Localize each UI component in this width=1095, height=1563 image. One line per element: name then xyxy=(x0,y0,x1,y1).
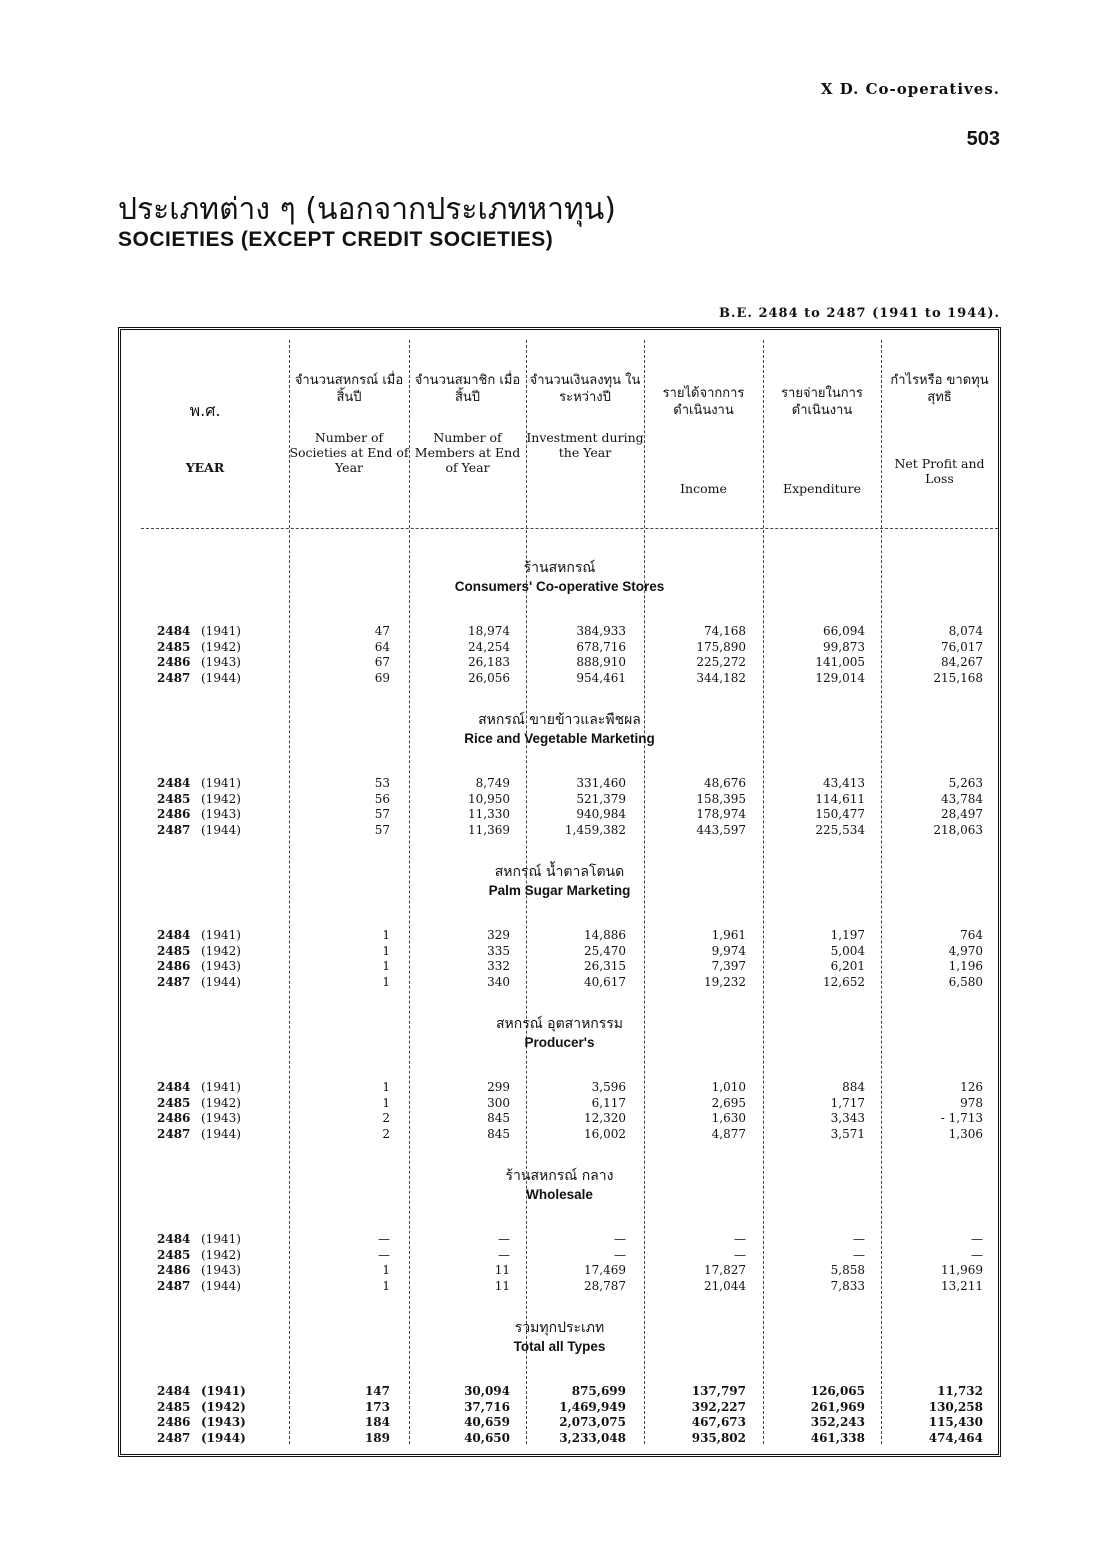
cell-year-ad: (1941) xyxy=(201,624,241,638)
column-header-english: Expenditure xyxy=(782,481,862,496)
cell-income: 4,877 xyxy=(711,1126,746,1141)
cell-members: 845 xyxy=(487,1126,510,1141)
cell-net: 76,017 xyxy=(941,639,983,654)
cell-net: 764 xyxy=(960,928,983,942)
table-row xyxy=(121,928,998,943)
section-title-thai: รวมทุกประเภท xyxy=(514,1320,605,1336)
cell-expenditure: 884 xyxy=(842,1080,865,1094)
cell-income: 467,673 xyxy=(691,1415,746,1429)
cell-investment: 17,469 xyxy=(584,1263,626,1277)
cell-year-ad: (1944) xyxy=(201,670,241,685)
cell-investment: 12,320 xyxy=(584,1111,626,1125)
cell-year-be: 2486 xyxy=(157,1415,191,1429)
cell-members: 24,254 xyxy=(468,639,510,654)
cell-investment: 954,461 xyxy=(576,670,626,685)
period-label: B.E. 2484 to 2487 (1941 to 1944). xyxy=(718,306,1000,321)
cell-expenditure: 3,571 xyxy=(830,1126,865,1141)
cell-expenditure: 6,201 xyxy=(830,959,865,973)
cell-year-ad: (1943) xyxy=(201,807,241,821)
column-header-expenditure xyxy=(763,385,881,496)
cell-societies: 1 xyxy=(382,928,390,942)
cell-expenditure: 461,338 xyxy=(810,1430,865,1445)
cell-year-ad: (1942) xyxy=(201,1095,241,1110)
cell-members: 299 xyxy=(487,1080,510,1094)
cell-investment: 875,699 xyxy=(571,1384,626,1398)
table-row xyxy=(121,624,998,639)
cell-societies: 57 xyxy=(374,822,390,837)
cell-members: 37,716 xyxy=(464,1399,510,1414)
cell-income: 935,802 xyxy=(691,1430,746,1445)
cell-members: 26,183 xyxy=(468,655,510,669)
cell-members: 11 xyxy=(494,1278,510,1293)
table-row xyxy=(121,776,998,791)
section-title xyxy=(121,710,998,748)
cell-net: 6,580 xyxy=(948,974,983,989)
cell-members: 40,659 xyxy=(464,1415,510,1429)
cell-expenditure: 7,833 xyxy=(830,1278,865,1293)
cell-investment: 6,117 xyxy=(591,1095,626,1110)
cell-income: 178,974 xyxy=(696,807,746,821)
column-header-english: YEAR xyxy=(185,460,225,475)
table-row xyxy=(121,1248,998,1263)
table-row xyxy=(121,959,998,974)
cell-members: 30,094 xyxy=(464,1384,510,1398)
cell-investment: 2,073,075 xyxy=(559,1415,626,1429)
cell-investment: — xyxy=(614,1232,626,1246)
table-row xyxy=(121,823,998,838)
section-title-english: Wholesale xyxy=(526,1187,593,1202)
cell-income: 21,044 xyxy=(704,1278,746,1293)
statistics-table xyxy=(118,327,1001,1457)
table-row xyxy=(121,1384,998,1399)
cell-net: 28,497 xyxy=(941,807,983,821)
cell-members: 845 xyxy=(487,1111,510,1125)
cell-societies: 67 xyxy=(374,655,390,669)
column-header-thai: จำนวนสมาชิก เมื่อสิ้นปี xyxy=(414,373,521,405)
cell-net: — xyxy=(971,1247,983,1262)
cell-expenditure: 114,611 xyxy=(815,791,865,806)
cell-year-ad: (1941) xyxy=(201,1080,241,1094)
cell-year-be: 2484 xyxy=(157,1232,191,1246)
cell-members: 18,974 xyxy=(468,624,510,638)
cell-members: 26,056 xyxy=(468,670,510,685)
column-header-investment xyxy=(526,372,644,460)
column-header-english: Number of Members at End of Year xyxy=(414,430,521,475)
cell-investment: 26,315 xyxy=(584,959,626,973)
cell-year-ad: (1943) xyxy=(201,1111,241,1125)
cell-investment: 331,460 xyxy=(576,776,626,790)
cell-net: 1,306 xyxy=(948,1126,983,1141)
cell-net: 215,168 xyxy=(933,670,983,685)
cell-investment: 40,617 xyxy=(584,974,626,989)
table-row xyxy=(121,1096,998,1111)
cell-investment: 1,469,949 xyxy=(559,1399,626,1414)
cell-societies: 1 xyxy=(382,1263,390,1277)
cell-year-be: 2485 xyxy=(157,791,191,806)
table-row xyxy=(121,1080,998,1095)
cell-members: 11,369 xyxy=(468,822,510,837)
cell-income: 443,597 xyxy=(696,822,746,837)
page-number: 503 xyxy=(966,128,1000,150)
cell-societies: 1 xyxy=(382,943,390,958)
cell-net: 11,732 xyxy=(937,1384,983,1398)
section-title-english: Producer's xyxy=(524,1035,595,1050)
column-header-thai: พ.ศ. xyxy=(189,401,221,420)
cell-net: 1,196 xyxy=(948,959,983,973)
column-header-income xyxy=(644,385,763,496)
section-title xyxy=(121,1318,998,1356)
table-row xyxy=(121,1400,998,1415)
cell-investment: 25,470 xyxy=(584,943,626,958)
section-title-thai: สหกรณ์ ขายข้าวและพืชผล xyxy=(478,712,641,728)
cell-year-ad: (1942) xyxy=(201,1399,246,1414)
cell-income: 48,676 xyxy=(704,776,746,790)
cell-expenditure: 126,065 xyxy=(810,1384,865,1398)
cell-investment: 1,459,382 xyxy=(564,822,626,837)
cell-expenditure: 1,717 xyxy=(830,1095,865,1110)
cell-members: 11,330 xyxy=(468,807,510,821)
column-header-thai: รายจ่ายในการ ดำเนินงาน xyxy=(781,386,863,418)
cell-income: 19,232 xyxy=(704,974,746,989)
cell-investment: 28,787 xyxy=(584,1278,626,1293)
cell-net: 13,211 xyxy=(941,1278,983,1293)
cell-net: — xyxy=(971,1232,983,1246)
table-row xyxy=(121,1127,998,1142)
cell-investment: 3,233,048 xyxy=(559,1430,626,1445)
cell-net: 11,969 xyxy=(941,1263,983,1277)
cell-year-be: 2487 xyxy=(157,1430,191,1445)
cell-year-ad: (1944) xyxy=(201,1278,241,1293)
column-header-english: Investment during the Year xyxy=(526,430,644,460)
cell-year-be: 2486 xyxy=(157,959,191,973)
cell-year-be: 2487 xyxy=(157,1278,191,1293)
cell-societies: 2 xyxy=(382,1111,390,1125)
cell-income: 1,630 xyxy=(711,1111,746,1125)
cell-members: 332 xyxy=(487,959,510,973)
table-row xyxy=(121,975,998,990)
header-rule xyxy=(141,528,998,529)
cell-expenditure: — xyxy=(853,1247,865,1262)
cell-members: 10,950 xyxy=(468,791,510,806)
section-title-english: Consumers' Co-operative Stores xyxy=(454,579,665,594)
cell-year-ad: (1943) xyxy=(201,655,241,669)
cell-expenditure: 352,243 xyxy=(810,1415,865,1429)
cell-income: 17,827 xyxy=(704,1263,746,1277)
cell-net: 43,784 xyxy=(941,791,983,806)
section-title-thai: ร้านสหกรณ์ xyxy=(523,560,596,576)
table-row xyxy=(121,1232,998,1247)
cell-investment: 3,596 xyxy=(591,1080,626,1094)
section-title xyxy=(121,862,998,900)
cell-members: 300 xyxy=(487,1095,510,1110)
section-title xyxy=(121,1014,998,1052)
cell-year-be: 2487 xyxy=(157,822,191,837)
cell-net: 84,267 xyxy=(941,655,983,669)
cell-expenditure: 129,014 xyxy=(815,670,865,685)
cell-societies: 1 xyxy=(382,959,390,973)
cell-expenditure: 5,858 xyxy=(830,1263,865,1277)
cell-investment: 384,933 xyxy=(576,624,626,638)
cell-societies: 53 xyxy=(374,776,390,790)
cell-year-be: 2485 xyxy=(157,1247,191,1262)
cell-net: 474,464 xyxy=(928,1430,983,1445)
cell-year-be: 2485 xyxy=(157,1399,191,1414)
cell-year-be: 2484 xyxy=(157,624,191,638)
cell-expenditure: 5,004 xyxy=(830,943,865,958)
cell-income: 1,961 xyxy=(711,928,746,942)
cell-societies: 47 xyxy=(374,624,390,638)
cell-income: 225,272 xyxy=(696,655,746,669)
cell-year-ad: (1943) xyxy=(201,1263,241,1277)
cell-year-ad: (1941) xyxy=(201,928,241,942)
table-row xyxy=(121,1431,998,1446)
cell-income: 392,227 xyxy=(691,1399,746,1414)
cell-members: 8,749 xyxy=(475,776,510,790)
cell-expenditure: 3,343 xyxy=(830,1111,865,1125)
cell-net: 978 xyxy=(960,1095,983,1110)
cell-net: - 1,713 xyxy=(940,1111,983,1125)
cell-societies: 2 xyxy=(382,1126,390,1141)
cell-year-ad: (1941) xyxy=(201,776,241,790)
cell-investment: 521,379 xyxy=(576,791,626,806)
column-header-members xyxy=(409,372,526,475)
cell-income: 175,890 xyxy=(696,639,746,654)
cell-year-be: 2486 xyxy=(157,1263,191,1277)
cell-net: 4,970 xyxy=(948,943,983,958)
section-title-english: Palm Sugar Marketing xyxy=(488,883,631,898)
table-row xyxy=(121,655,998,670)
table-row xyxy=(121,1263,998,1278)
table-row xyxy=(121,792,998,807)
cell-members: 11 xyxy=(494,1263,510,1277)
cell-year-ad: (1944) xyxy=(201,822,241,837)
cell-income: — xyxy=(734,1247,746,1262)
cell-year-ad: (1941) xyxy=(201,1232,241,1246)
cell-investment: 16,002 xyxy=(584,1126,626,1141)
column-header-year xyxy=(121,402,289,475)
cell-societies: 189 xyxy=(364,1430,390,1445)
cell-societies: 56 xyxy=(374,791,390,806)
cell-societies: 1 xyxy=(382,974,390,989)
cell-societies: 184 xyxy=(364,1415,390,1429)
cell-expenditure: 66,094 xyxy=(823,624,865,638)
cell-investment: 940,984 xyxy=(576,807,626,821)
cell-income: 344,182 xyxy=(696,670,746,685)
cell-societies: 1 xyxy=(382,1080,390,1094)
cell-net: 218,063 xyxy=(933,822,983,837)
column-header-societies xyxy=(289,372,409,475)
section-title-thai: สหกรณ์ อุตสาหกรรม xyxy=(495,1016,624,1032)
cell-year-be: 2485 xyxy=(157,1095,191,1110)
cell-net: 115,430 xyxy=(928,1415,983,1429)
cell-income: 1,010 xyxy=(711,1080,746,1094)
cell-year-ad: (1943) xyxy=(201,959,241,973)
column-header-english: Net Profit and Loss xyxy=(894,456,985,486)
cell-year-ad: (1944) xyxy=(201,1430,246,1445)
cell-income: — xyxy=(734,1232,746,1246)
section-title-thai: สหกรณ์ น้ำตาลโตนด xyxy=(494,864,625,880)
cell-expenditure: 261,969 xyxy=(810,1399,865,1414)
table-row xyxy=(121,1111,998,1126)
cell-year-ad: (1944) xyxy=(201,974,241,989)
column-header-thai: จำนวนสหกรณ์ เมื่อสิ้นปี xyxy=(294,373,404,405)
cell-net: 5,263 xyxy=(948,776,983,790)
cell-net: 8,074 xyxy=(948,624,983,638)
column-header-english: Income xyxy=(680,481,727,496)
cell-income: 9,974 xyxy=(711,943,746,958)
table-row xyxy=(121,1279,998,1294)
table-row xyxy=(121,944,998,959)
cell-societies: 64 xyxy=(374,639,390,654)
cell-societies: 173 xyxy=(364,1399,390,1414)
table-row xyxy=(121,807,998,822)
cell-expenditure: 150,477 xyxy=(815,807,865,821)
cell-expenditure: 12,652 xyxy=(823,974,865,989)
cell-year-be: 2485 xyxy=(157,943,191,958)
cell-income: 158,395 xyxy=(696,791,746,806)
cell-societies: 57 xyxy=(374,807,390,821)
cell-year-ad: (1942) xyxy=(201,1247,241,1262)
cell-year-be: 2484 xyxy=(157,776,191,790)
cell-members: — xyxy=(498,1232,510,1246)
cell-year-be: 2486 xyxy=(157,655,191,669)
cell-year-ad: (1941) xyxy=(201,1384,246,1398)
cell-year-ad: (1942) xyxy=(201,639,241,654)
cell-investment: 888,910 xyxy=(576,655,626,669)
cell-societies: 1 xyxy=(382,1278,390,1293)
cell-year-be: 2487 xyxy=(157,670,191,685)
cell-year-be: 2484 xyxy=(157,1080,191,1094)
column-header-thai: กำไรหรือ ขาดทุนสุทธิ xyxy=(890,373,989,405)
cell-year-ad: (1942) xyxy=(201,943,241,958)
cell-societies: 1 xyxy=(382,1095,390,1110)
cell-members: 335 xyxy=(487,943,510,958)
section-title xyxy=(121,558,998,596)
cell-expenditure: 225,534 xyxy=(815,822,865,837)
cell-expenditure: 99,873 xyxy=(823,639,865,654)
cell-societies: — xyxy=(378,1232,390,1246)
cell-year-ad: (1942) xyxy=(201,791,241,806)
cell-members: 329 xyxy=(487,928,510,942)
cell-income: 137,797 xyxy=(691,1384,746,1398)
cell-members: 40,650 xyxy=(464,1430,510,1445)
cell-year-be: 2486 xyxy=(157,1111,191,1125)
section-title-thai: ร้านสหกรณ์ กลาง xyxy=(505,1168,614,1184)
cell-year-be: 2486 xyxy=(157,807,191,821)
cell-societies: — xyxy=(378,1247,390,1262)
table-row xyxy=(121,671,998,686)
cell-income: 74,168 xyxy=(704,624,746,638)
cell-expenditure: — xyxy=(853,1232,865,1246)
page-title-thai: ประเภทต่าง ๆ (นอกจากประเภทหาทุน) xyxy=(118,192,616,227)
cell-expenditure: 1,197 xyxy=(830,928,865,942)
cell-year-be: 2484 xyxy=(157,1384,191,1398)
cell-year-be: 2487 xyxy=(157,1126,191,1141)
cell-investment: — xyxy=(614,1247,626,1262)
page-title: SOCIETIES (EXCEPT CREDIT SOCIETIES) xyxy=(118,228,554,251)
column-header-thai: รายได้จากการ ดำเนินงาน xyxy=(662,386,745,418)
cell-year-ad: (1943) xyxy=(201,1415,246,1429)
section-header: X D. Co-operatives. xyxy=(820,80,1000,98)
section-title-english: Rice and Vegetable Marketing xyxy=(464,731,655,746)
cell-investment: 14,886 xyxy=(584,928,626,942)
cell-income: 2,695 xyxy=(711,1095,746,1110)
column-header-net xyxy=(881,372,998,486)
section-title xyxy=(121,1166,998,1204)
cell-societies: 147 xyxy=(364,1384,390,1398)
cell-societies: 69 xyxy=(374,670,390,685)
cell-year-be: 2484 xyxy=(157,928,191,942)
cell-year-be: 2487 xyxy=(157,974,191,989)
cell-year-ad: (1944) xyxy=(201,1126,241,1141)
table-row xyxy=(121,1415,998,1430)
cell-year-be: 2485 xyxy=(157,639,191,654)
section-title-english: Total all Types xyxy=(513,1339,606,1354)
column-header-english: Number of Societies at End of Year xyxy=(289,430,409,475)
cell-expenditure: 43,413 xyxy=(823,776,865,790)
table-row xyxy=(121,640,998,655)
cell-members: — xyxy=(498,1247,510,1262)
column-header-thai: จำนวนเงินลงทุน ในระหว่างปี xyxy=(529,373,641,405)
cell-members: 340 xyxy=(487,974,510,989)
cell-net: 130,258 xyxy=(928,1399,983,1414)
cell-investment: 678,716 xyxy=(576,639,626,654)
cell-income: 7,397 xyxy=(711,959,746,973)
cell-net: 126 xyxy=(960,1080,983,1094)
cell-expenditure: 141,005 xyxy=(815,655,865,669)
